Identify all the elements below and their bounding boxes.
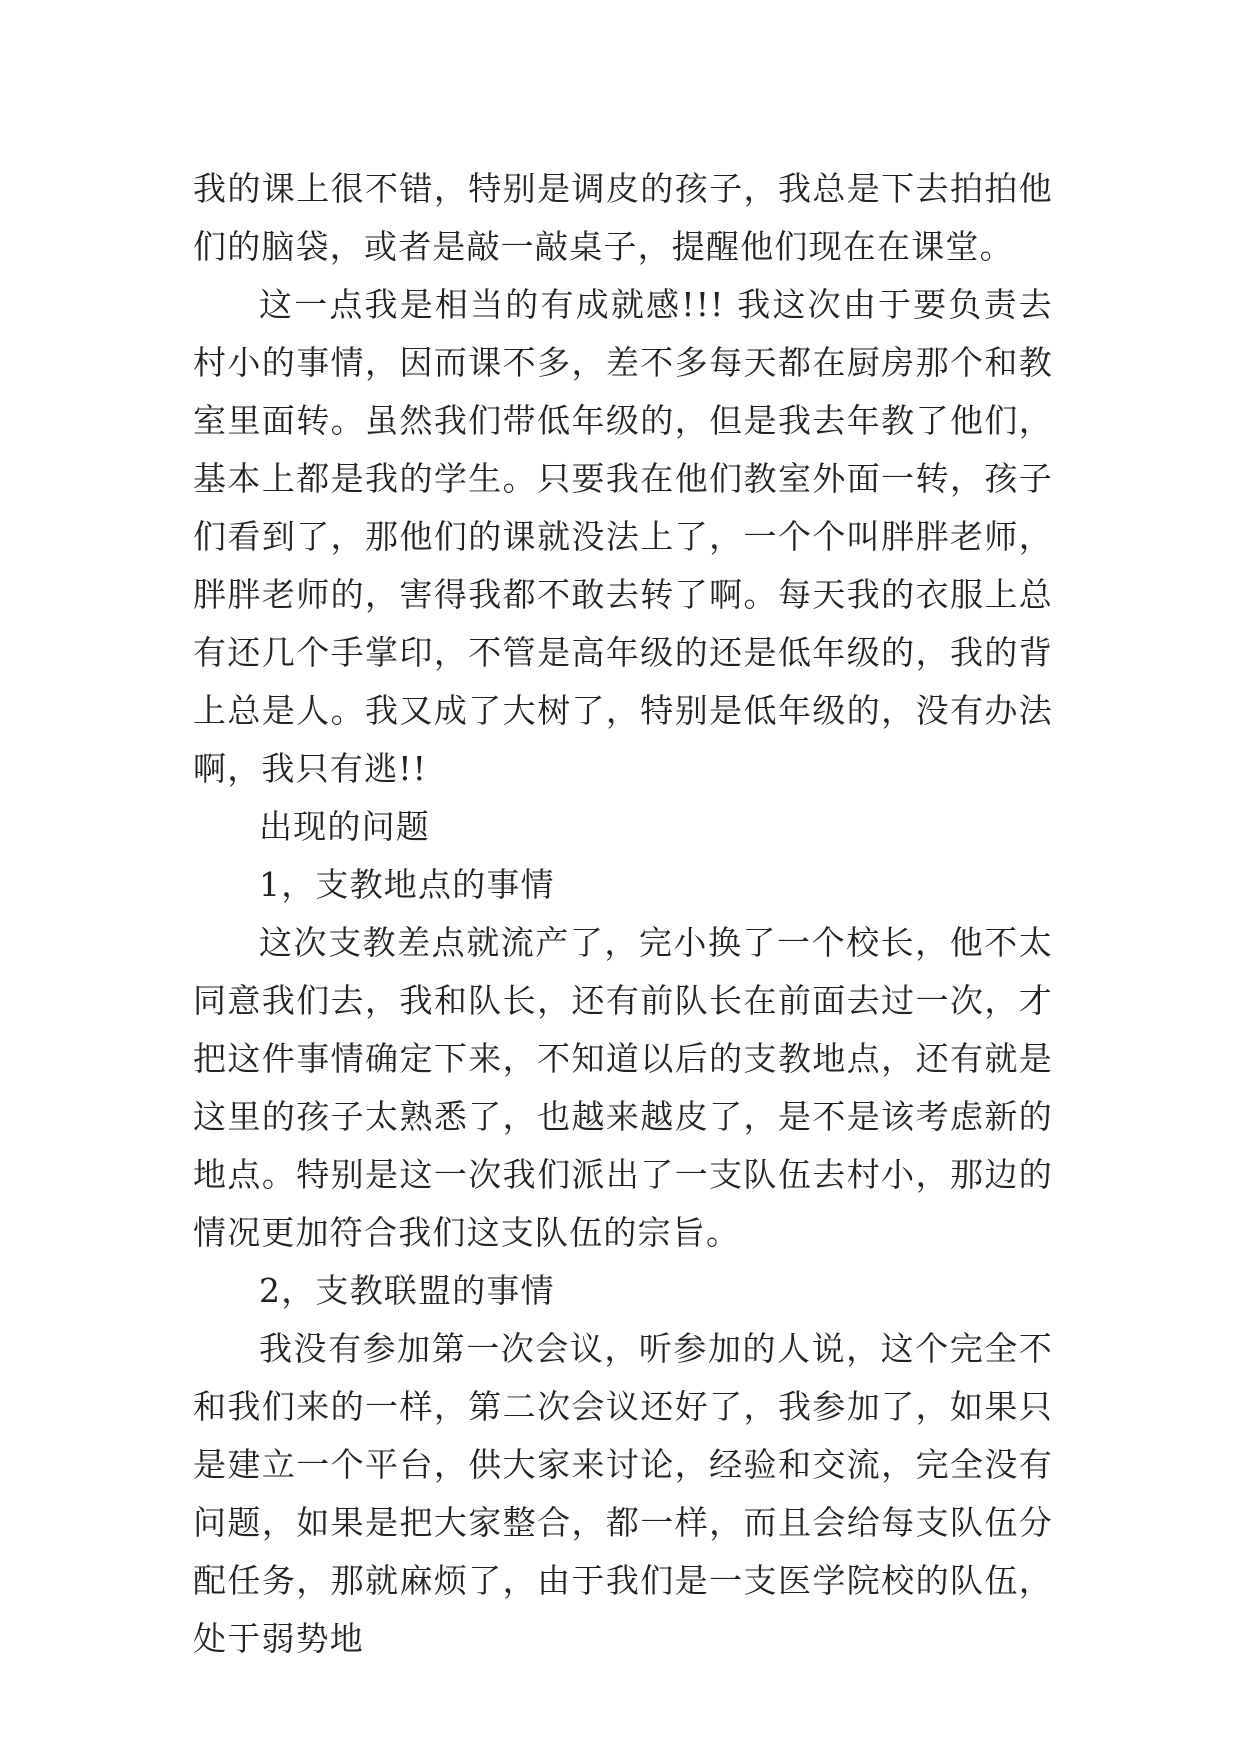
document-body	[193, 160, 1053, 1668]
section-heading-problems: 出现的问题	[259, 807, 430, 846]
subheading-1: 1，支教地点的事情	[259, 865, 555, 904]
subheading-2: 2，支教联盟的事情	[259, 1271, 555, 1310]
paragraph-3: 这次支教差点就流产了，完小换了一个校长，他不太同意我们去，我和队长，还有前队长在前面去过一次，才把这件事情确定下来，不知道以后的支教地点，还有就是这里的孩子太熟悉了，也越来越皮了，是不是该考虑新的地点。特别是这一次我们派出了一支队伍去村小，那边的情况更加符合我们这支队伍的宗旨。	[193, 923, 1053, 1252]
paragraph-1: 我的课上很不错，特别是调皮的孩子，我总是下去拍拍他们的脑袋，或者是敲一敲桌子，提醒他们现在在课堂。	[193, 169, 1053, 266]
paragraph-2: 这一点我是相当的有成就感!!! 我这次由于要负责去村小的事情，因而课不多，差不多每天都在厨房那个和教室里面转。虽然我们带低年级的，但是我去年教了他们，基本上都是我的学生。只要我在他们教室外面一转，孩子们看到了，那他们的课就没法上了，一个个叫胖胖老师，胖胖老师的，害得我都不敢去转了啊。每天我的衣服上总有还几个手掌印，不管是高年级的还是低年级的，我的背上总是人。我又成了大树了，特别是低年级的，没有办法啊，我只有逃!!	[193, 285, 1053, 788]
paragraph-4: 我没有参加第一次会议，听参加的人说，这个完全不和我们来的一样，第二次会议还好了，我参加了，如果只是建立一个平台，供大家来讨论，经验和交流，完全没有问题，如果是把大家整合，都一样，而且会给每支队伍分配任务，那就麻烦了，由于我们是一支医学院校的队伍，处于弱势地	[193, 1329, 1053, 1658]
